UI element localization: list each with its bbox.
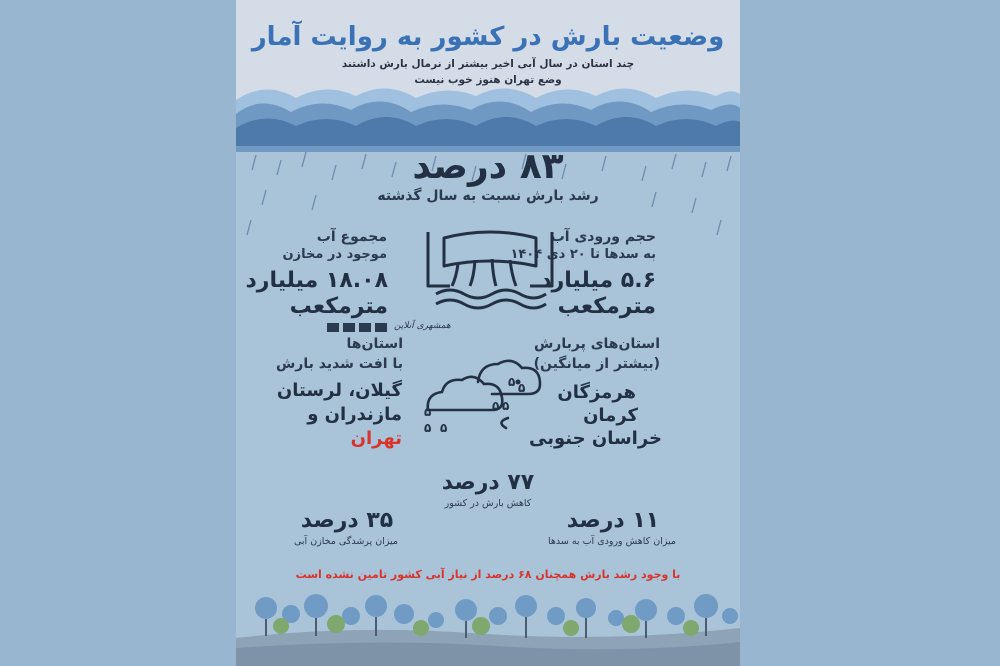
high-rain-label-1: استان‌های پربارش: [533, 336, 660, 352]
high-rain-item-1: هرمزگان: [557, 382, 636, 403]
low-rain-label-1: استان‌ها: [346, 336, 403, 352]
low-rain-label-2: با افت شدید بارش: [275, 356, 403, 372]
high-rain-item-2: کرمان: [583, 405, 638, 426]
footer-note: با وجود رشد بارش همچنان ۶۸ درصد از نیاز آبی کشور تامین نشده است: [295, 568, 681, 581]
decline-rain-value: ۷۷ درصد: [441, 470, 535, 495]
svg-text:۵: ۵: [424, 405, 432, 419]
high-rain-item-3: خراسان جنوبی: [528, 428, 662, 449]
svg-text:۵: ۵: [440, 421, 448, 435]
inflow-label-2: به سدها تا ۲۰ دی ۱۴۰۴: [510, 247, 656, 262]
page-title: وضعیت بارش در کشور به روایت آمار: [251, 22, 725, 52]
inflow-value: ۵.۶ میلیارد: [540, 268, 656, 293]
inflow-decline-value: ۱۱ درصد: [566, 508, 660, 533]
main-stat-value: ۸۳ درصد: [412, 146, 564, 187]
reservoir-unit: مترمکعب: [289, 294, 388, 319]
inflow-label-1: حجم ورودی آب: [550, 229, 656, 245]
reservoir-label-2: موجود در مخازن: [282, 247, 387, 262]
reservoir-fill-caption: میزان پرشدگی مخازن آبی: [293, 536, 399, 547]
logo-icon: [327, 323, 391, 333]
low-rain-item-3: تهران: [350, 428, 402, 449]
dam-icon: [420, 226, 560, 316]
svg-text:۵: ۵: [518, 381, 526, 395]
svg-text:۵: ۵: [508, 375, 516, 389]
reservoir-fill-value: ۳۵ درصد: [300, 508, 394, 533]
low-rain-item-2: مازندران و: [307, 404, 402, 425]
logo-text: همشهری آنلاین: [394, 321, 451, 331]
subtitle-line-2: وضع تهران هنوز خوب نیست: [414, 74, 562, 86]
reservoir-label-1: مجموع آب: [316, 229, 387, 245]
inflow-unit: مترمکعب: [557, 294, 656, 319]
inflow-decline-caption: میزان کاهش ورودی آب به سدها: [547, 536, 677, 547]
decline-rain-caption: کاهش بارش در کشور: [444, 498, 532, 509]
infographic-poster: [236, 0, 740, 666]
reservoir-value: ۱۸.۰۸ میلیارد: [245, 268, 388, 293]
main-stat-caption: رشد بارش نسبت به سال گذشته: [377, 188, 599, 204]
subtitle-line-1: چند استان در سال آبی اخیر بیشتر از نرمال بارش داشتند: [341, 58, 635, 70]
svg-text:۵: ۵: [424, 421, 432, 435]
low-rain-item-1: گیلان، لرستان: [276, 380, 402, 401]
high-rain-label-2: (بیشتر از میانگین): [533, 356, 660, 372]
forest-landscape-icon: [236, 576, 740, 666]
svg-text:۵: ۵: [492, 399, 500, 413]
svg-text:۵: ۵: [502, 399, 510, 413]
